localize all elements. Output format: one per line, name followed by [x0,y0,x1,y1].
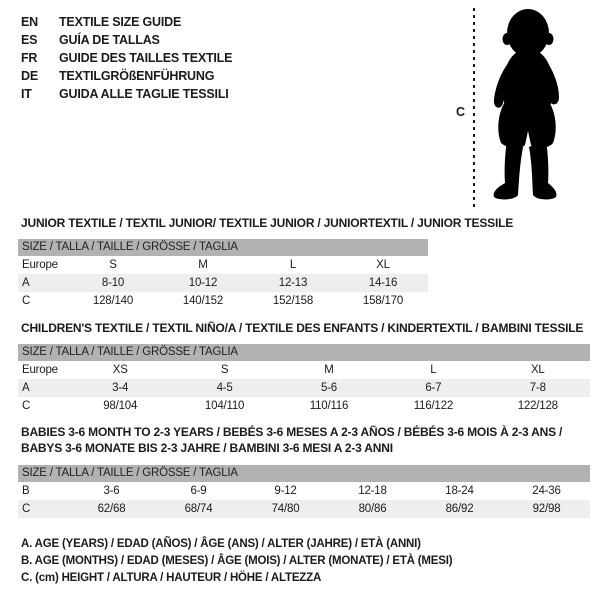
junior-table-title: JUNIOR TEXTILE / TEXTIL JUNIOR/ TEXTILE JUNIOR / JUNIORTEXTIL / JUNIOR TESSILE [21,216,514,230]
table-cell: 3-4 [68,379,172,397]
table-cell: 4-5 [172,379,276,397]
children-table-title: CHILDREN'S TEXTILE / TEXTIL NIÑO/A / TEXTILE DES ENFANTS / KINDERTEXTIL / BAMBINI TESSILE [21,321,584,335]
table-cell: S [109,259,117,271]
footnote-height-cm: C. (cm) HEIGHT / ALTURA / HAUTEUR / HÖHE / ALTEZZA [21,572,322,584]
table-cell: 74/80 [242,500,329,518]
table-cell: M [198,259,208,271]
table-cell: S [220,364,229,376]
footnote-legend [21,536,452,587]
guide-title-es: GUÍA DE TALLAS [59,33,160,47]
table-cell: 12-13 [248,274,338,292]
table-cell: 12-18 [358,485,387,497]
language-row-fr [21,49,232,67]
language-code: ES [21,33,38,47]
table-row-height [18,292,428,310]
table-row-age [18,379,590,397]
table-cell: XS [112,364,128,376]
size-header-cell: SIZE / TALLA / TAILLE / GRÖSSE / TAGLIA [18,239,428,256]
table-cell: 8-10 [68,274,158,292]
babies-table-title: BABIES 3-6 MONTH TO 2-3 YEARS / BEBÉS 3-6 MESES A 2-3 AÑOS / BÉBÉS 3-6 MOIS À 2-3 ANS / BABYS 3-6 MONATE BIS 2-3 JAHRE / BAMBINI 3-6 MESI A 2-3 ANNI [21,425,563,455]
language-code: FR [21,51,38,65]
table-cell: L [430,364,437,376]
row-label: C [18,500,68,518]
table-cell: 9-12 [274,485,297,497]
table-cell: M [324,364,334,376]
table-cell: 98/104 [103,400,138,412]
size-header-cell: SIZE / TALLA / TAILLE / GRÖSSE / TAGLIA [18,344,590,361]
table-cell: 10-12 [158,274,248,292]
language-code: IT [21,87,32,101]
language-title-list [21,13,232,103]
footnote-age-years: A. AGE (YEARS) / EDAD (AÑOS) / ÂGE (ANS) / ALTER (JAHRE) / ETÀ (ANNI) [21,538,421,550]
table-cell: 68/74 [155,500,242,518]
language-row-de [21,67,232,85]
table-cell: 86/92 [416,500,503,518]
table-cell: 62/68 [68,500,155,518]
junior-size-table [18,239,428,310]
row-label: A [18,379,68,397]
table-cell: XL [530,364,545,376]
table-cell: 14-16 [338,274,428,292]
babies-size-table [18,465,590,518]
table-cell: 158/170 [362,295,404,307]
language-row-it [21,85,232,103]
table-row-age [18,274,428,292]
table-row-height [18,500,590,518]
table-cell: 116/122 [413,400,454,412]
table-row-europe [18,361,590,379]
table-cell: 7-8 [486,379,590,397]
guide-title-en: TEXTILE SIZE GUIDE [59,15,182,29]
footnote-age-months: B. AGE (MONTHS) / EDAD (MESES) / ÂGE (MOIS) / ALTER (MONATE) / ETÀ (MESI) [21,555,453,567]
table-cell: 104/110 [204,400,245,412]
table-cell: 80/86 [329,500,416,518]
row-label: A [18,274,68,292]
size-header-row [18,239,428,256]
row-label: B [22,485,30,497]
row-label: C [22,295,31,307]
table-row-height [18,397,590,415]
guide-title-de: TEXTILGRÖßENFÜHRUNG [59,69,215,83]
row-label: C [22,400,31,412]
size-header-row [18,344,590,361]
table-cell: 6-9 [190,485,207,497]
table-cell: 152/158 [272,295,314,307]
table-cell: 122/128 [517,400,558,412]
guide-title-fr: GUIDE DES TAILLES TEXTILE [59,51,233,65]
language-code: EN [21,15,38,29]
row-label: Europe [22,259,58,271]
size-header-row [18,465,590,482]
children-size-table [18,344,590,415]
table-cell: 24-36 [532,485,561,497]
language-code: DE [21,69,38,83]
language-row-es [21,31,232,49]
table-row-months [18,482,590,500]
baby-silhouette-icon [482,8,572,210]
height-measure-dashed-line [473,8,475,210]
guide-title-it: GUIDA ALLE TAGLIE TESSILI [59,87,229,101]
table-cell: 3-6 [103,485,120,497]
table-row-europe [18,256,428,274]
table-cell: L [289,259,297,271]
size-header-cell: SIZE / TALLA / TAILLE / GRÖSSE / TAGLIA [18,465,590,482]
table-cell: 6-7 [381,379,485,397]
row-label: Europe [22,364,58,376]
table-cell: 110/116 [309,400,349,412]
table-cell: 5-6 [277,379,381,397]
table-cell: 140/152 [182,295,224,307]
table-cell: 18-24 [445,485,474,497]
table-cell: 92/98 [503,500,590,518]
height-measure-label: C [456,105,465,119]
language-row-en [21,13,232,31]
table-cell: XL [376,259,390,271]
table-cell: 128/140 [92,295,134,307]
